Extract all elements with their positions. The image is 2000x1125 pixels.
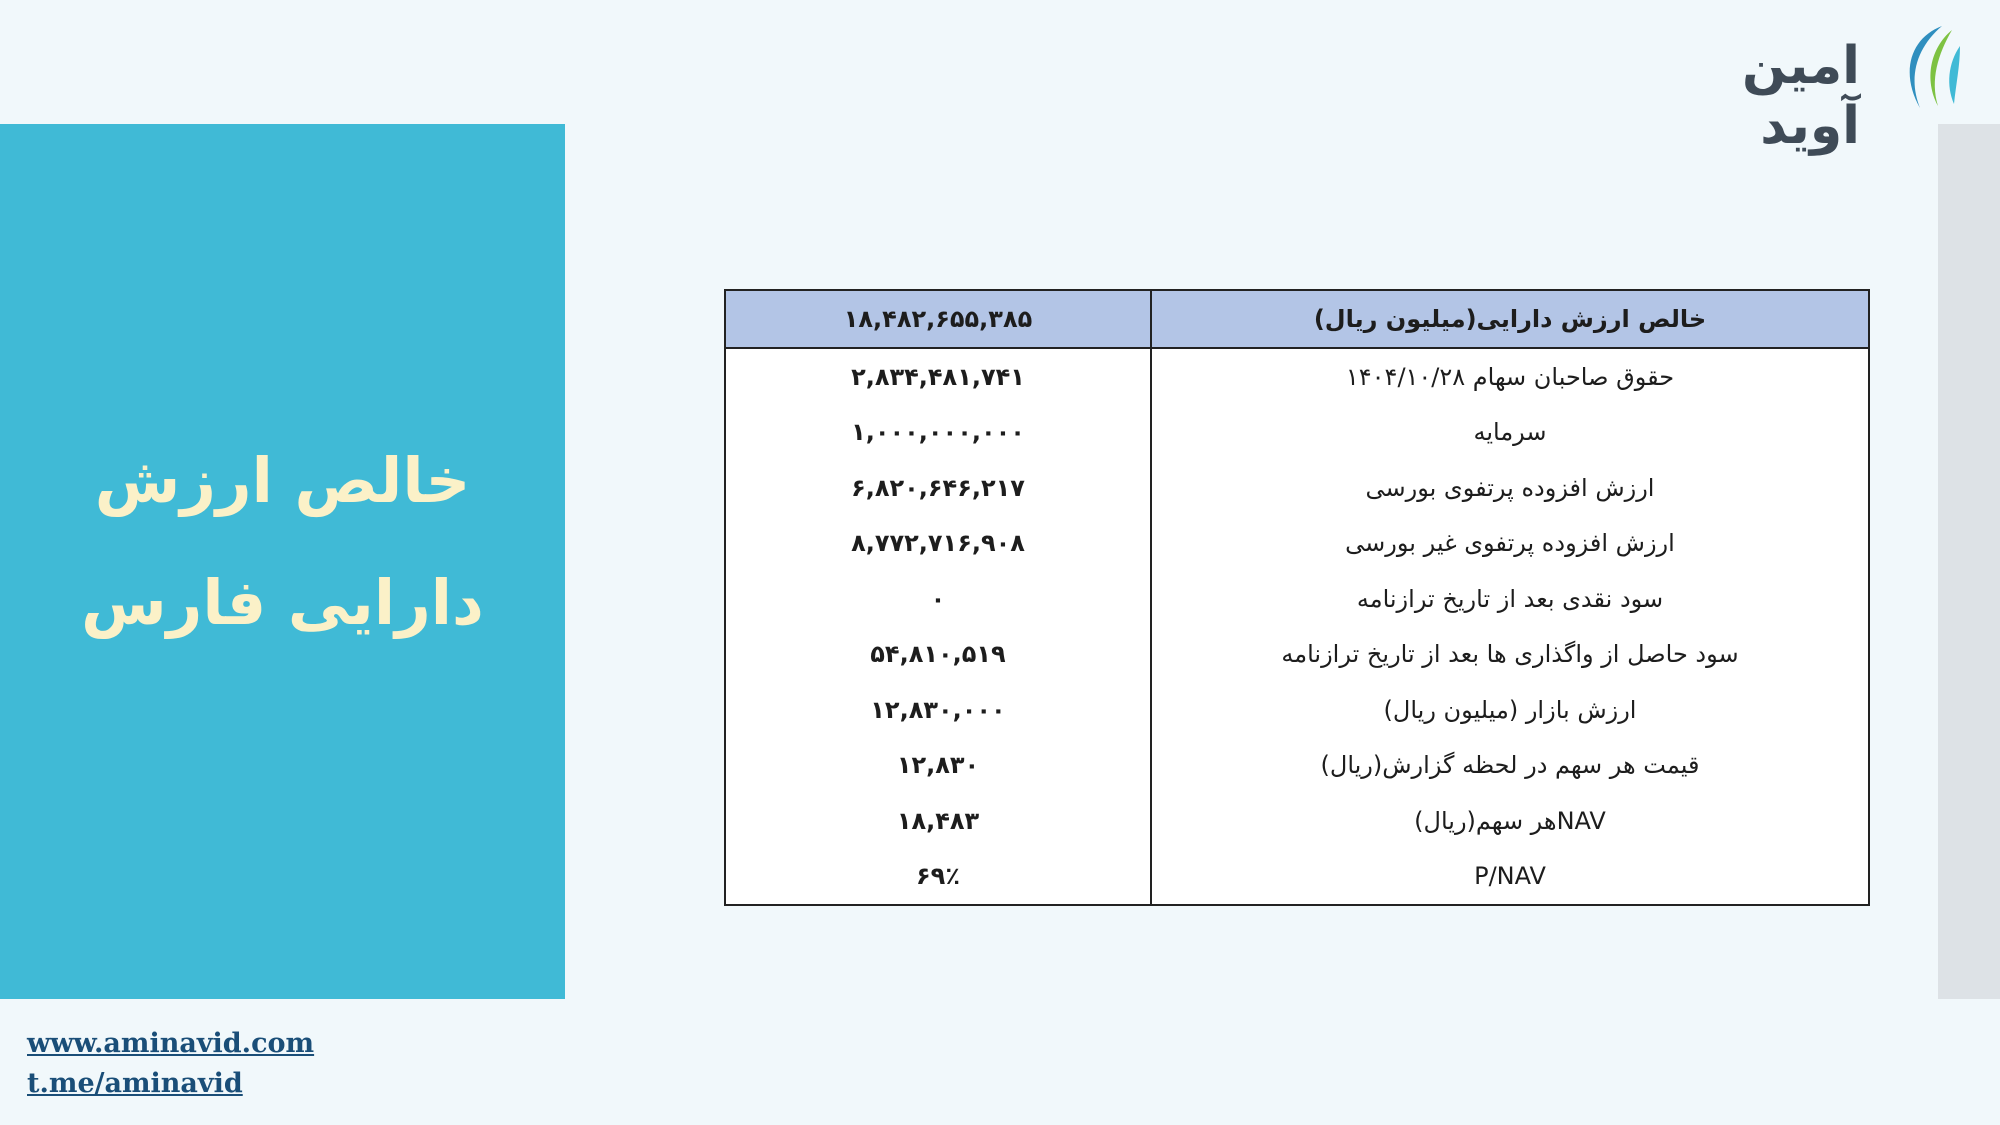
slide-title xyxy=(0,420,565,664)
slide-title-line-1: خالص ارزش xyxy=(94,444,471,517)
right-decor-strip xyxy=(1938,124,2000,999)
row-label: P/NAV xyxy=(1151,849,1869,906)
table-row xyxy=(725,738,1869,794)
table-header-label: خالص ارزش دارایی(میلیون ریال) xyxy=(1151,290,1869,348)
table-row xyxy=(725,348,1869,405)
website-link[interactable]: www.aminavid.com xyxy=(27,1028,315,1059)
row-value: ۱۸,۴۸۳ xyxy=(896,806,980,835)
table-header-value: ۱۸,۴۸۲,۶۵۵,۳۸۵ xyxy=(725,290,1151,348)
table-row xyxy=(725,460,1869,516)
nav-table xyxy=(724,289,1870,906)
row-label: ارزش بازار (میلیون ریال) xyxy=(1151,682,1869,738)
row-label: سود نقدی بعد از تاریخ ترازنامه xyxy=(1151,571,1869,627)
brand-logo-text: امین آوید xyxy=(1741,36,1860,156)
row-value: ۶۹٪ xyxy=(916,862,960,891)
row-label: قیمت هر سهم در لحظه گزارش(ریال) xyxy=(1151,738,1869,794)
row-value: ۱۲,۸۳۰,۰۰۰ xyxy=(870,695,1006,724)
telegram-link[interactable]: t.me/aminavid xyxy=(27,1068,243,1099)
brand-logo xyxy=(1660,18,1980,156)
row-value: ۲,۸۳۴,۴۸۱,۷۴۱ xyxy=(851,362,1025,391)
row-value: ۱,۰۰۰,۰۰۰,۰۰۰ xyxy=(851,418,1025,447)
table-row xyxy=(725,571,1869,627)
table-row xyxy=(725,627,1869,683)
row-label: سرمایه xyxy=(1151,405,1869,461)
row-value: ۱۲,۸۳۰ xyxy=(896,751,980,780)
row-value: ۰ xyxy=(930,584,946,613)
table-row xyxy=(725,793,1869,849)
row-label: حقوق صاحبان سهام ۱۴۰۴/۱۰/۲۸ xyxy=(1151,348,1869,405)
row-value: ۸,۷۷۲,۷۱۶,۹۰۸ xyxy=(851,529,1025,558)
row-value: ۶,۸۲۰,۶۴۶,۲۱۷ xyxy=(851,473,1025,502)
table-header-row xyxy=(725,290,1869,348)
footer-links xyxy=(27,1024,314,1104)
row-label: NAVهر سهم(ریال) xyxy=(1151,793,1869,849)
brand-swirl-icon xyxy=(1890,18,1970,118)
row-label: ارزش افزوده پرتفوی بورسی xyxy=(1151,460,1869,516)
table-row xyxy=(725,682,1869,738)
table-row xyxy=(725,849,1869,906)
table-row xyxy=(725,405,1869,461)
slide-title-line-2: دارایی فارس xyxy=(81,566,484,639)
row-label: سود حاصل از واگذاری ها بعد از تاریخ ترازنامه xyxy=(1151,627,1869,683)
row-value: ۵۴,۸۱۰,۵۱۹ xyxy=(870,640,1006,669)
row-label: ارزش افزوده پرتفوی غیر بورسی xyxy=(1151,516,1869,572)
table-row xyxy=(725,516,1869,572)
